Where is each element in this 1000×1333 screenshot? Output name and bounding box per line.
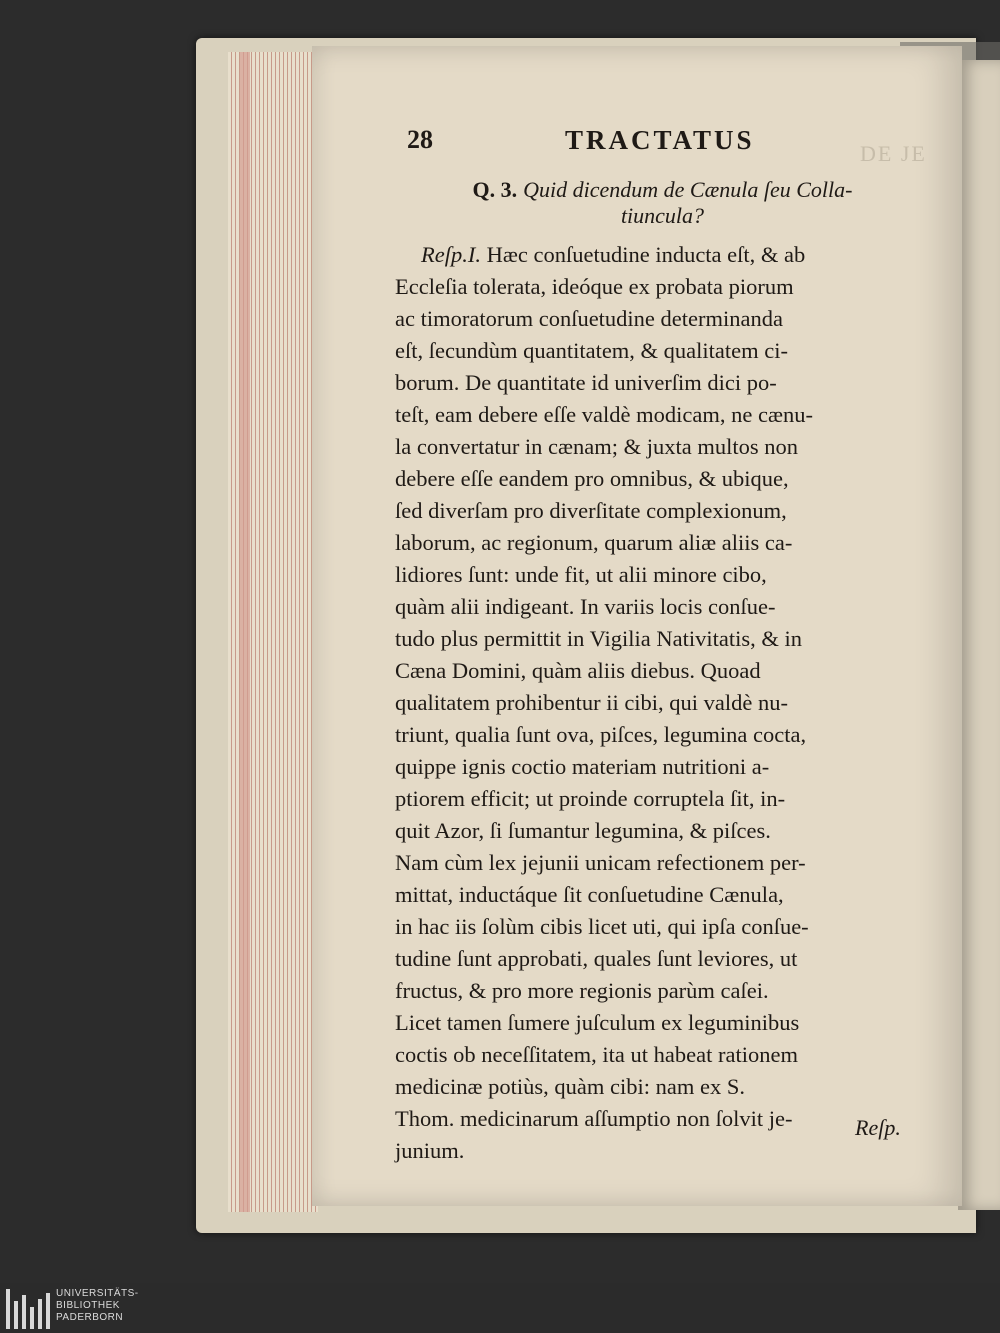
body-line: teſt, eam debere eſſe valdè modicam, ne cænu- [395, 402, 813, 427]
body-line: ac timoratorum conſuetudine determinanda [395, 306, 783, 331]
body-line-first [395, 239, 930, 271]
catchword: Reſp. [855, 1115, 901, 1140]
body-line: qualitatem prohibentur ii cibi, qui valdè nu- [395, 690, 789, 715]
body-line: coctis ob neceſſitatem, ita ut habeat rationem [395, 1042, 798, 1067]
page-number: 28 [407, 125, 433, 154]
body-line: lidiores ſunt: unde fit, ut alii minore cibo, [395, 562, 767, 587]
body-line: Eccleſia tolerata, ideóque ex probata piorum [395, 274, 794, 299]
body-line: ſed diverſam pro diverſitate complexionum, [395, 498, 787, 523]
body-line: in hac iis ſolùm cibis licet uti, qui ipſa conſue- [395, 914, 809, 939]
body-line: medicinæ potiùs, quàm cibi: nam ex S. [395, 1074, 745, 1099]
logo-line-3: PADERBORN [56, 1312, 124, 1323]
body-line: borum. De quantitate id univerſim dici po- [395, 370, 777, 395]
facing-page-edge [958, 60, 1000, 1210]
body-line: laborum, ac regionum, quarum aliæ aliis ca- [395, 530, 793, 555]
body-text [395, 239, 930, 1167]
question-line-1: Quid dicendum de Cænula ſeu Colla- [523, 177, 853, 202]
body-line: mittat, inductáque ſit conſuetudine Cænula, [395, 882, 784, 907]
body-line: tudo plus permittit in Vigilia Nativitatis, & in [395, 626, 802, 651]
body-line: junium. [395, 1138, 465, 1163]
body-line: ptiorem efficit; ut proinde corruptela ſit, in- [395, 786, 786, 811]
show-through-title: DE JE [860, 141, 927, 166]
logo-line-1: UNIVERSITÄTS- [56, 1288, 139, 1299]
logo-bar [6, 1289, 10, 1329]
body-line: quàm alii indigeant. In variis locis conſue- [395, 594, 776, 619]
body-line: eſt, ſecundùm quantitatem, & qualitatem ci- [395, 338, 789, 363]
logo-bar [46, 1293, 50, 1329]
footer-bar [0, 1283, 1000, 1333]
body-line: fructus, & pro more regionis parùm caſei. [395, 978, 769, 1003]
response-label: Reſp.I. [421, 242, 481, 267]
question-line-2: tiuncula? [620, 203, 705, 228]
body-line: debere eſſe eandem pro omnibus, & ubique, [395, 466, 789, 491]
body-line: triunt, qualia ſunt ova, piſces, legumina cocta, [395, 722, 807, 747]
body-line: Nam cùm lex jejunii unicam refectionem per- [395, 850, 806, 875]
library-logo-icon [6, 1289, 50, 1329]
logo-bar [14, 1301, 18, 1329]
body-line: la convertatur in cænam; & juxta multos non [395, 434, 799, 459]
body-line: Thom. medicinarum aſſumptio non ſolvit je- [395, 1106, 793, 1131]
body-first-line-text: Hæc conſuetudine inducta eſt, & ab [486, 242, 806, 267]
page-content [395, 125, 930, 1167]
logo-bar [22, 1295, 26, 1329]
body-line: Licet tamen ſumere juſculum ex leguminibus [395, 1010, 800, 1035]
body-line: Cæna Domini, quàm aliis diebus. Quoad [395, 658, 761, 683]
red-page-edge [240, 52, 250, 1212]
logo-line-2: BIBLIOTHEK [56, 1300, 120, 1311]
body-line: quit Azor, ſi ſumantur legumina, & piſces. [395, 818, 771, 843]
page-header [395, 125, 930, 165]
body-line: tudine ſunt approbati, quales ſunt leviores, ut [395, 946, 798, 971]
question-heading [395, 177, 930, 229]
library-logo-text [56, 1288, 139, 1324]
question-number: Q. 3. [472, 177, 518, 202]
body-line: quippe ignis coctio materiam nutritioni a- [395, 754, 770, 779]
logo-bar [38, 1299, 42, 1329]
running-title: TRACTATUS [565, 125, 755, 155]
logo-bar [30, 1307, 34, 1329]
